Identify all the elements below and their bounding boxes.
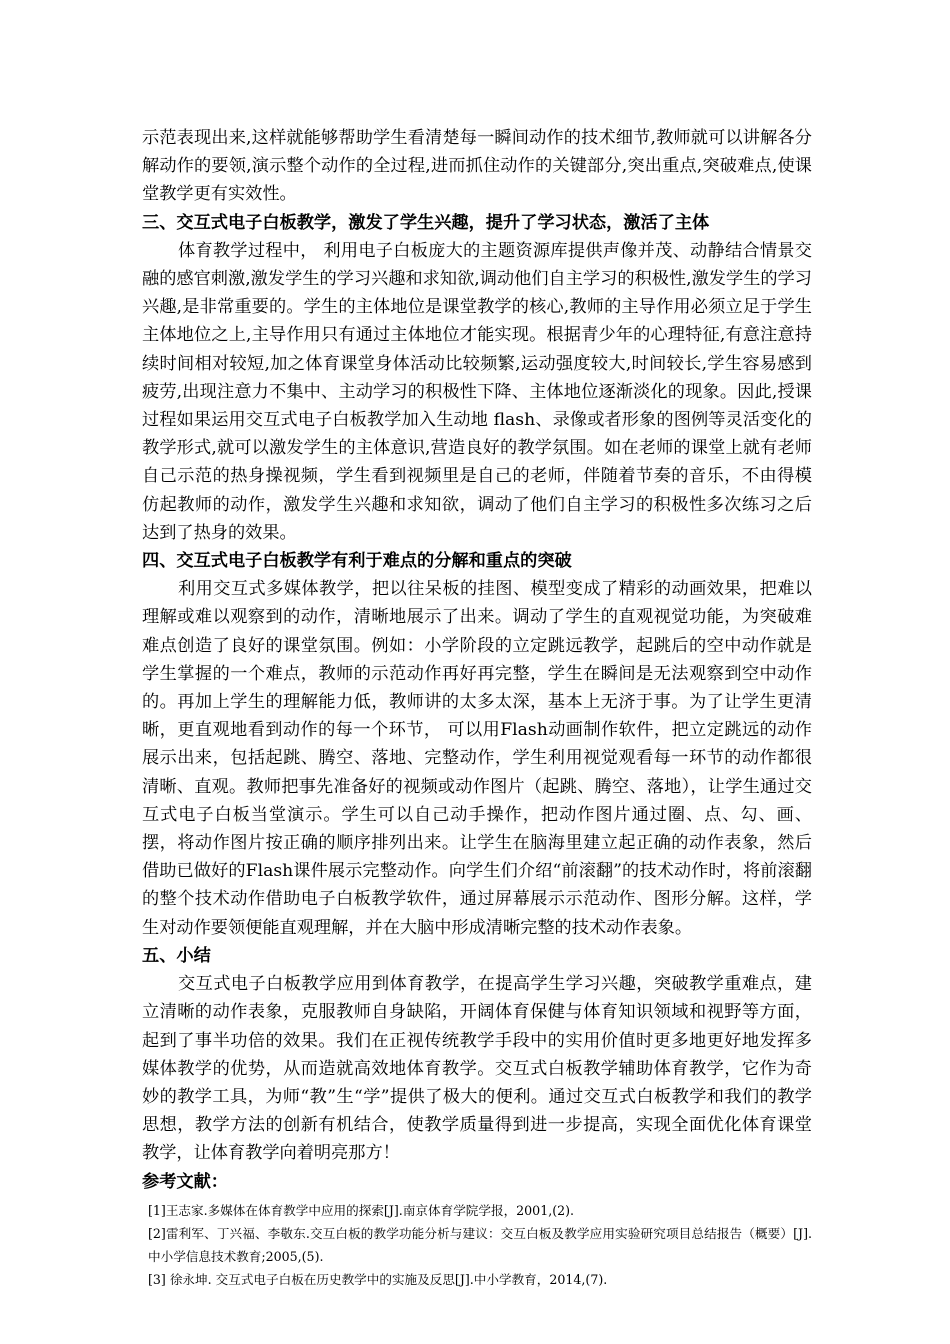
section-5-paragraph: 交互式电子白板教学应用到体育教学，在提高学生学习兴趣，突破教学重难点，建立清晰的动作表象，克服教师自身缺陷，开阔体育保健与体育知识领域和视野等方面，起到了事半功倍的效果。我们在正视传统教学手段中的实用价值时更多地更好地发挥多媒体教学的优势，从而造就高效地体育教学。交互式白板教学辅助体育教学，它作为奇妙的教学工具，为师“教”生“学”提供了极大的便利。通过交互式白板教学和我们的教学思想，教学方法的创新有机结合，使教学质量得到进一步提高，实现全面优化体育课堂教学，让体育教学向着明亮那方！: [142, 974, 812, 1164]
references-list: [142, 1199, 812, 1291]
references-heading: 参考文献：: [142, 1171, 228, 1192]
reference-item: [1]王志家.多媒体在体育教学中应用的探索[J].南京体育学院学报，2001,(2).: [148, 1202, 575, 1218]
section-4-heading: 四、交互式电子白板教学有利于难点的分解和重点的突破: [142, 551, 572, 572]
section-4-paragraph: 利用交互式多媒体教学，把以往呆板的挂图、模型变成了精彩的动画效果，把难以理解或难以观察到的动作，清晰地展示了出来。调动了学生的直观视觉功能，为突破难难点创造了良好的课堂氛围。例如：小学阶段的立定跳远教学，起跳后的空中动作就是学生掌握的一个难点，教师的示范动作再好再完整，学生在瞬间是无法观察到空中动作的。再加上学生的理解能力低，教师讲的太多太深，基本上无济于事。为了让学生更清晰，更直观地看到动作的每一个环节， 可以用Flash动画制作软件，把立定跳远的动作展示出来，包括起跳、腾空、落地、完整动作，学生利用视觉观看每一环节的动作都很清晰、直观。教师把事先准备好的视频或动作图片（起跳、腾空、落地），让学生通过交互式电子白板当堂演示。学生可以自己动手操作，把动作图片通过圈、点、勾、画、摆，将动作图片按正确的顺序排列出来。让学生在脑海里建立起正确的动作表象，然后借助已做好的Flash课件展示完整动作。向学生们介绍“前滚翻”的技术动作时，将前滚翻的整个技术动作借助电子白板教学软件，通过屏幕展示示范动作、图形分解。这样，学生对动作要领便能直观理解，并在大脑中形成清晰完整的技术动作表象。: [142, 579, 812, 938]
reference-item: [3] 徐永坤. 交互式电子白板在历史教学中的实施及反思[J].中小学教育，2014,(7).: [148, 1271, 608, 1287]
document-body: [142, 124, 812, 1291]
section-3-paragraph: 体育教学过程中， 利用电子白板庞大的主题资源库提供声像并茂、动静结合情景交融的感官刺激,激发学生的学习兴趣和求知欲,调动他们自主学习的积极性,激发学生的学习兴趣,是非常重要的。学生的主体地位是课堂教学的核心,教师的主导作用必须立足于学生主体地位之上,主导作用只有通过主体地位才能实现。根据青少年的心理特征,有意注意持续时间相对较短,加之体育课堂身体活动比较频繁,运动强度较大,时间较长,学生容易感到疲劳,出现注意力不集中、主动学习的积极性下降、主体地位逐渐淡化的现象。因此,授课过程如果运用交互式电子白板教学加入生动地 flash、录像或者形象的图例等灵活变化的教学形式,就可以激发学生的主体意识,营造良好的教学氛围。如在老师的课堂上就有老师自己示范的热身操视频，学生看到视频里是自己的老师，伴随着节奏的音乐，不由得模仿起教师的动作，激发学生兴趣和求知欲，调动了他们自主学习的积极性多次练习之后达到了热身的效果。: [142, 240, 812, 543]
section-3-heading: 三、交互式电子白板教学，激发了学生兴趣，提升了学习状态，激活了主体: [142, 212, 710, 233]
intro-paragraph: 示范表现出来,这样就能够帮助学生看清楚每一瞬间动作的技术细节,教师就可以讲解各分解动作的要领,演示整个动作的全过程,进而抓住动作的关键部分,突出重点,突破难点,使课堂教学更有实效性。: [142, 128, 812, 205]
reference-item: [2]雷利军、丁兴福、李敬东.交互白板的教学功能分析与建议：交互白板及教学应用实验研究项目总结报告（概要）[J].中小学信息技术教育;2005,(5).: [148, 1225, 812, 1264]
section-5-heading: 五、小结: [142, 945, 211, 966]
